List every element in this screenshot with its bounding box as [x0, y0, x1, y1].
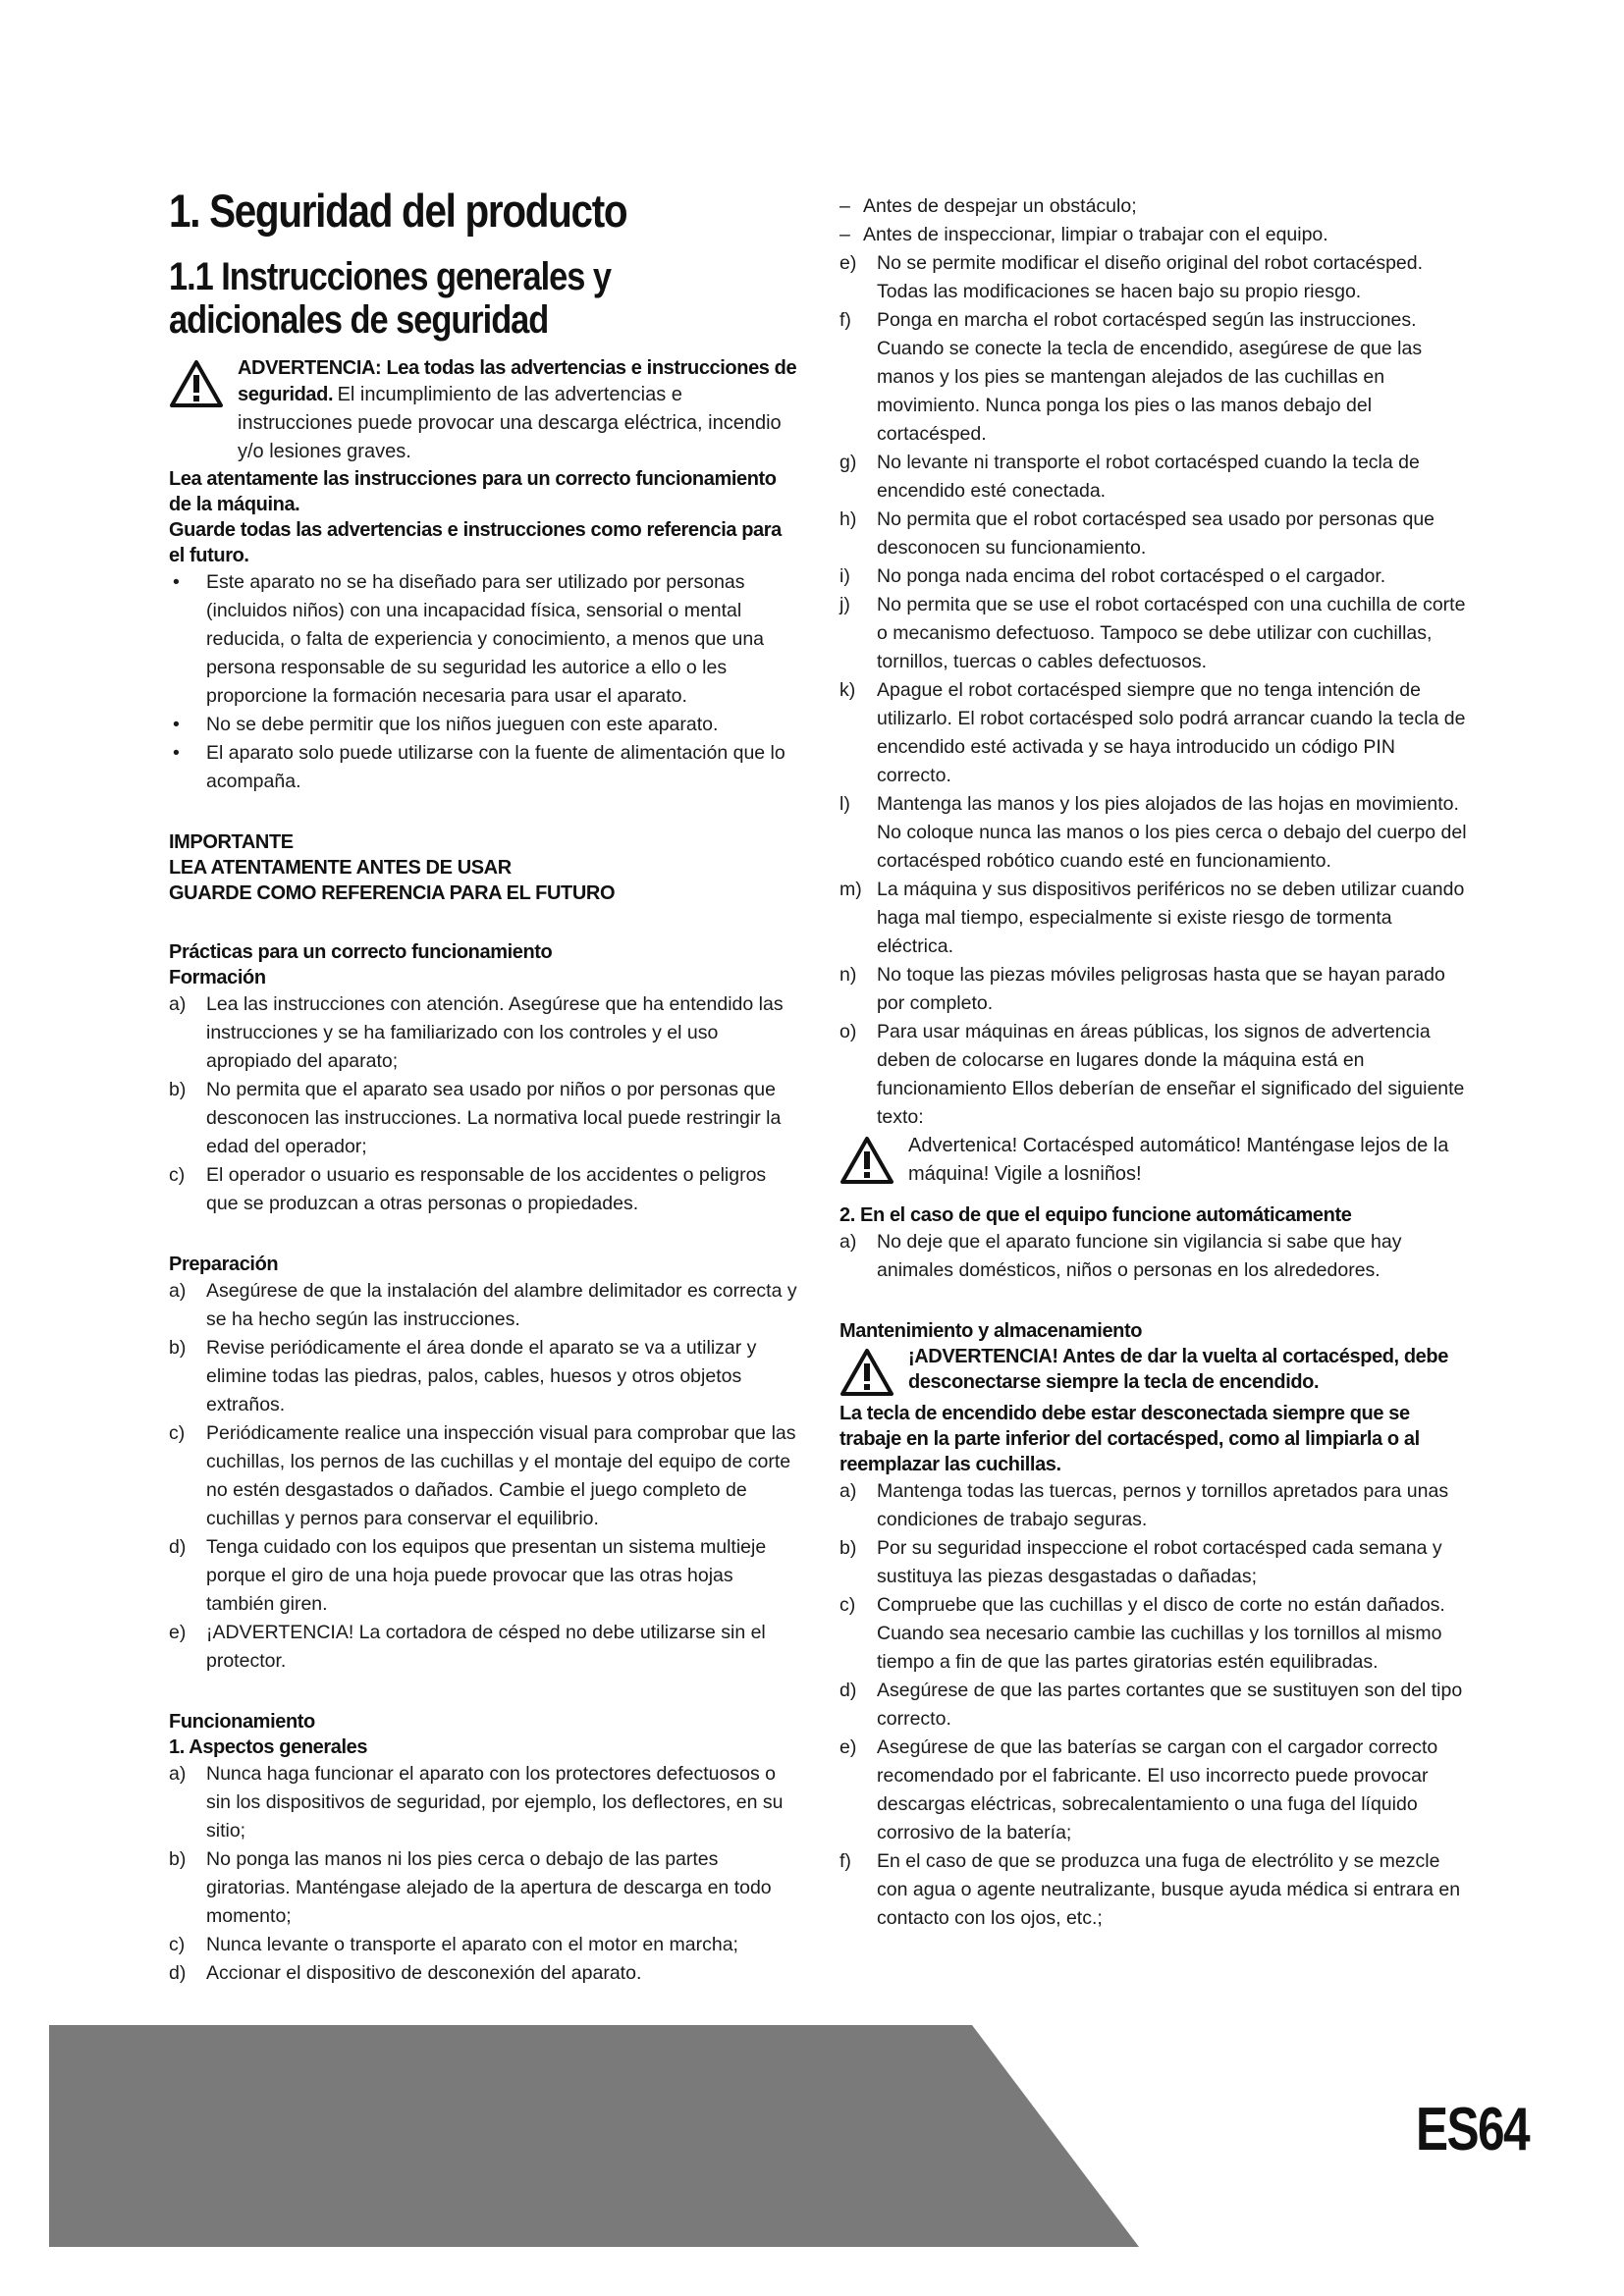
bullet-item: • Este aparato no se ha diseñado para ser utilizado por personas (incluidos niños) con una incapacidad física, sensorial o mental reducida, o falta de experiencia y conocimiento, a menos que una persona responsable de su seguridad les autorice a ello o les proporcione la formación necesaria para usar el aparato. [169, 568, 797, 711]
list-item: l) Mantenga las manos y los pies alojados de las hojas en movimiento. No coloque nunca las manos o los pies cerca o debajo del cuerpo del cortacésped robótico cuando esté en funcionamiento. [839, 793, 1467, 872]
right-column [839, 192, 1468, 1933]
warning-triangle-icon [839, 1136, 894, 1185]
maintenance-warning-text: ¡ADVERTENCIA! Antes de dar la vuelta al cortacésped, debe desconectarse siempre la tecla de encendido. [908, 1346, 1448, 1393]
list-item: e) Asegúrese de que las baterías se cargan con el cargador correcto recomendado por el fabricante. El uso incorrecto puede provocar descargas eléctricas, sobrecalentamiento o una fuga del líquido corrosivo de la batería; [839, 1736, 1438, 1843]
list-item: h) No permita que el robot cortacésped sea usado por personas que desconocen su funcionamiento. [839, 508, 1435, 559]
list-item: a) Nunca haga funcionar el aparato con los protectores defectuosos o sin los dispositivos de seguridad, por ejemplo, los deflectores, en su sitio; [169, 1763, 784, 1842]
list-item: a) Asegúrese de que la instalación del alambre delimitador es correcta y se ha hecho según las instrucciones. [169, 1280, 797, 1330]
sign-text: Advertenica! Cortacésped automático! Manténgase lejos de la máquina! Vigile a losniños! [908, 1135, 1449, 1185]
funcionamiento-heading: Funcionamiento [169, 1711, 315, 1733]
subsection-title: 1.1 Instrucciones generales y adicionales de seguridad [169, 255, 611, 342]
warning-bold-text: ADVERTENCIA: Lea todas las advertencias e instrucciones de seguridad. [238, 357, 797, 405]
footer-band [49, 2025, 1139, 2247]
list-item: a) Mantenga todas las tuercas, pernos y tornillos apretados para unas condiciones de trabajo seguras. [839, 1480, 1449, 1530]
aspectos-heading: 1. Aspectos generales [169, 1736, 368, 1758]
list-item: g) No levante ni transporte el robot cortacésped cuando la tecla de encendido esté conectada. [839, 452, 1420, 502]
list-item: d) Accionar el dispositivo de desconexión del aparato. [169, 1962, 642, 1984]
bullet-item: • El aparato solo puede utilizarse con la fuente de alimentación que lo acompaña. [169, 739, 797, 796]
dash-item: – Antes de inspeccionar, limpiar o trabajar con el equipo. [839, 221, 1468, 249]
list-item: d) Asegúrese de que las partes cortantes que se sustituyen son del tipo correcto. [839, 1680, 1463, 1730]
preparacion-heading: Preparación [169, 1254, 279, 1275]
list-item: c) El operador o usuario es responsable de los accidentes o peligros que se produzcan a otras personas o propiedades. [169, 1164, 767, 1214]
list-item: c) Periódicamente realice una inspección visual para comprobar que las cuchillas, los pernos de las cuchillas y el montaje del equipo de corte no estén desgastados o dañados. Cambie el juego completo de cuchillas y pernos para conservar el equilibrio. [169, 1422, 796, 1529]
list-item: b) No ponga las manos ni los pies cerca o debajo de las partes giratorias. Manténgase alejado de la apertura de descarga en todo momento; [169, 1848, 772, 1927]
important-heading: IMPORTANTE [169, 831, 294, 853]
keep-instructions-note: Guarde todas las advertencias e instrucciones como referencia para el futuro. [169, 519, 782, 566]
maintenance-warning [839, 1344, 1468, 1401]
list-item: d) Tenga cuidado con los equipos que presentan un sistema multieje porque el giro de una hoja puede provocar que las otras hojas también giren. [169, 1536, 767, 1615]
list-item: b) Revise periódicamente el área donde el aparato se va a utilizar y elimine todas las piedras, palos, cables, huesos y otros objetos extraños. [169, 1337, 757, 1415]
left-column [169, 187, 797, 1988]
list-item: e) ¡ADVERTENCIA! La cortadora de césped no debe utilizarse sin el protector. [169, 1622, 766, 1672]
list-item: b) Por su seguridad inspeccione el robot cortacésped cada semana y sustituya las piezas desgastadas o dañadas; [839, 1537, 1442, 1587]
list-item: c) Compruebe que las cuchillas y el disco de corte no están dañados. Cuando sea necesario cambie las cuchillas y los tornillos al mismo tiempo a fin de que las partes giratorias estén equilibradas. [839, 1594, 1445, 1673]
page-number: ES64 [1416, 2096, 1529, 2163]
formacion-heading: Formación [169, 967, 266, 988]
bullet-item: • No se debe permitir que los niños jueguen con este aparato. [169, 711, 797, 739]
maintenance-bold-note: La tecla de encendido debe estar desconectada siempre que se trabaje en la parte inferior del cortacésped, como al limpiarla o al reemplazar las cuchillas. [839, 1403, 1420, 1475]
practices-heading: Prácticas para un correcto funcionamiento [169, 941, 553, 963]
list-item: i) No ponga nada encima del robot cortacésped o el cargador. [839, 565, 1386, 587]
list-item: a) No deje que el aparato funcione sin vigilancia si sabe que hay animales domésticos, niños o personas en los alrededores. [839, 1231, 1402, 1281]
warning-triangle-icon [839, 1348, 894, 1397]
important-line: LEA ATENTAMENTE ANTES DE USAR [169, 857, 512, 879]
list-item: a) Lea las instrucciones con atención. Asegúrese que ha entendido las instrucciones y se ha familiarizado con los controles y el uso apropiado del aparato; [169, 993, 784, 1072]
list-item: f) Ponga en marcha el robot cortacésped según las instrucciones. Cuando se conecte la tecla de encendido, asegúrese de que las manos y los pies se mantengan alejados de las cuchillas en movimiento. Nunca ponga los pies o las manos debajo del cortacésped. [839, 309, 1423, 445]
list-item: f) En el caso de que se produzca una fuga de electrólito y se mezcle con agua o agente neutralizante, busque ayuda médica si entrara en contacto con los ojos, etc.; [839, 1850, 1461, 1929]
dash-item: – Antes de despejar un obstáculo; [839, 192, 1468, 221]
list-item: e) No se permite modificar el diseño original del robot cortacésped. Todas las modificaciones se hacen bajo su propio riesgo. [839, 252, 1424, 302]
read-instructions-note: Lea atentamente las instrucciones para un correcto funcionamiento de la máquina. [169, 468, 777, 515]
list-item: j) No permita que se use el robot cortacésped con una cuchilla de corte o mecanismo defectuoso. Tampoco se debe utilizar con cuchillas, tornillos, tuercas o cables defectuosos. [839, 594, 1466, 672]
auto-operation-heading: 2. En el caso de que el equipo funcione automáticamente [839, 1204, 1352, 1226]
general-warning [169, 355, 797, 466]
maintenance-heading: Mantenimiento y almacenamiento [839, 1320, 1143, 1342]
list-item: b) No permita que el aparato sea usado por niños o por personas que desconocen las instrucciones. La normativa local puede restringir la edad del operador; [169, 1079, 782, 1157]
public-area-sign [839, 1132, 1468, 1189]
list-item: k) Apague el robot cortacésped siempre que no tenga intención de utilizarlo. El robot cortacésped solo podrá arrancar cuando la tecla de encendido esté activada y se haya introducido un código PIN correcto. [839, 679, 1466, 786]
warning-triangle-icon [169, 359, 224, 408]
list-item: m) La máquina y sus dispositivos periféricos no se deben utilizar cuando haga mal tiempo, especialmente si existe riesgo de tormenta eléctrica. [839, 879, 1465, 957]
warning-text: El incumplimiento de las advertencias e instrucciones puede provocar una descarga eléctrica, incendio y/o lesiones graves. [238, 384, 782, 462]
important-line: GUARDE COMO REFERENCIA PARA EL FUTURO [169, 882, 616, 904]
list-item: c) Nunca levante o transporte el aparato con el motor en marcha; [169, 1934, 738, 1955]
list-item: o) Para usar máquinas en áreas públicas, los signos de advertencia deben de colocarse en lugares donde la máquina está en funcionamiento Ellos deberían de enseñar el significado del siguiente texto: [839, 1021, 1465, 1128]
list-item: n) No toque las piezas móviles peligrosas hasta que se hayan parado por completo. [839, 964, 1445, 1014]
section-title: 1. Seguridad del producto [169, 185, 627, 237]
